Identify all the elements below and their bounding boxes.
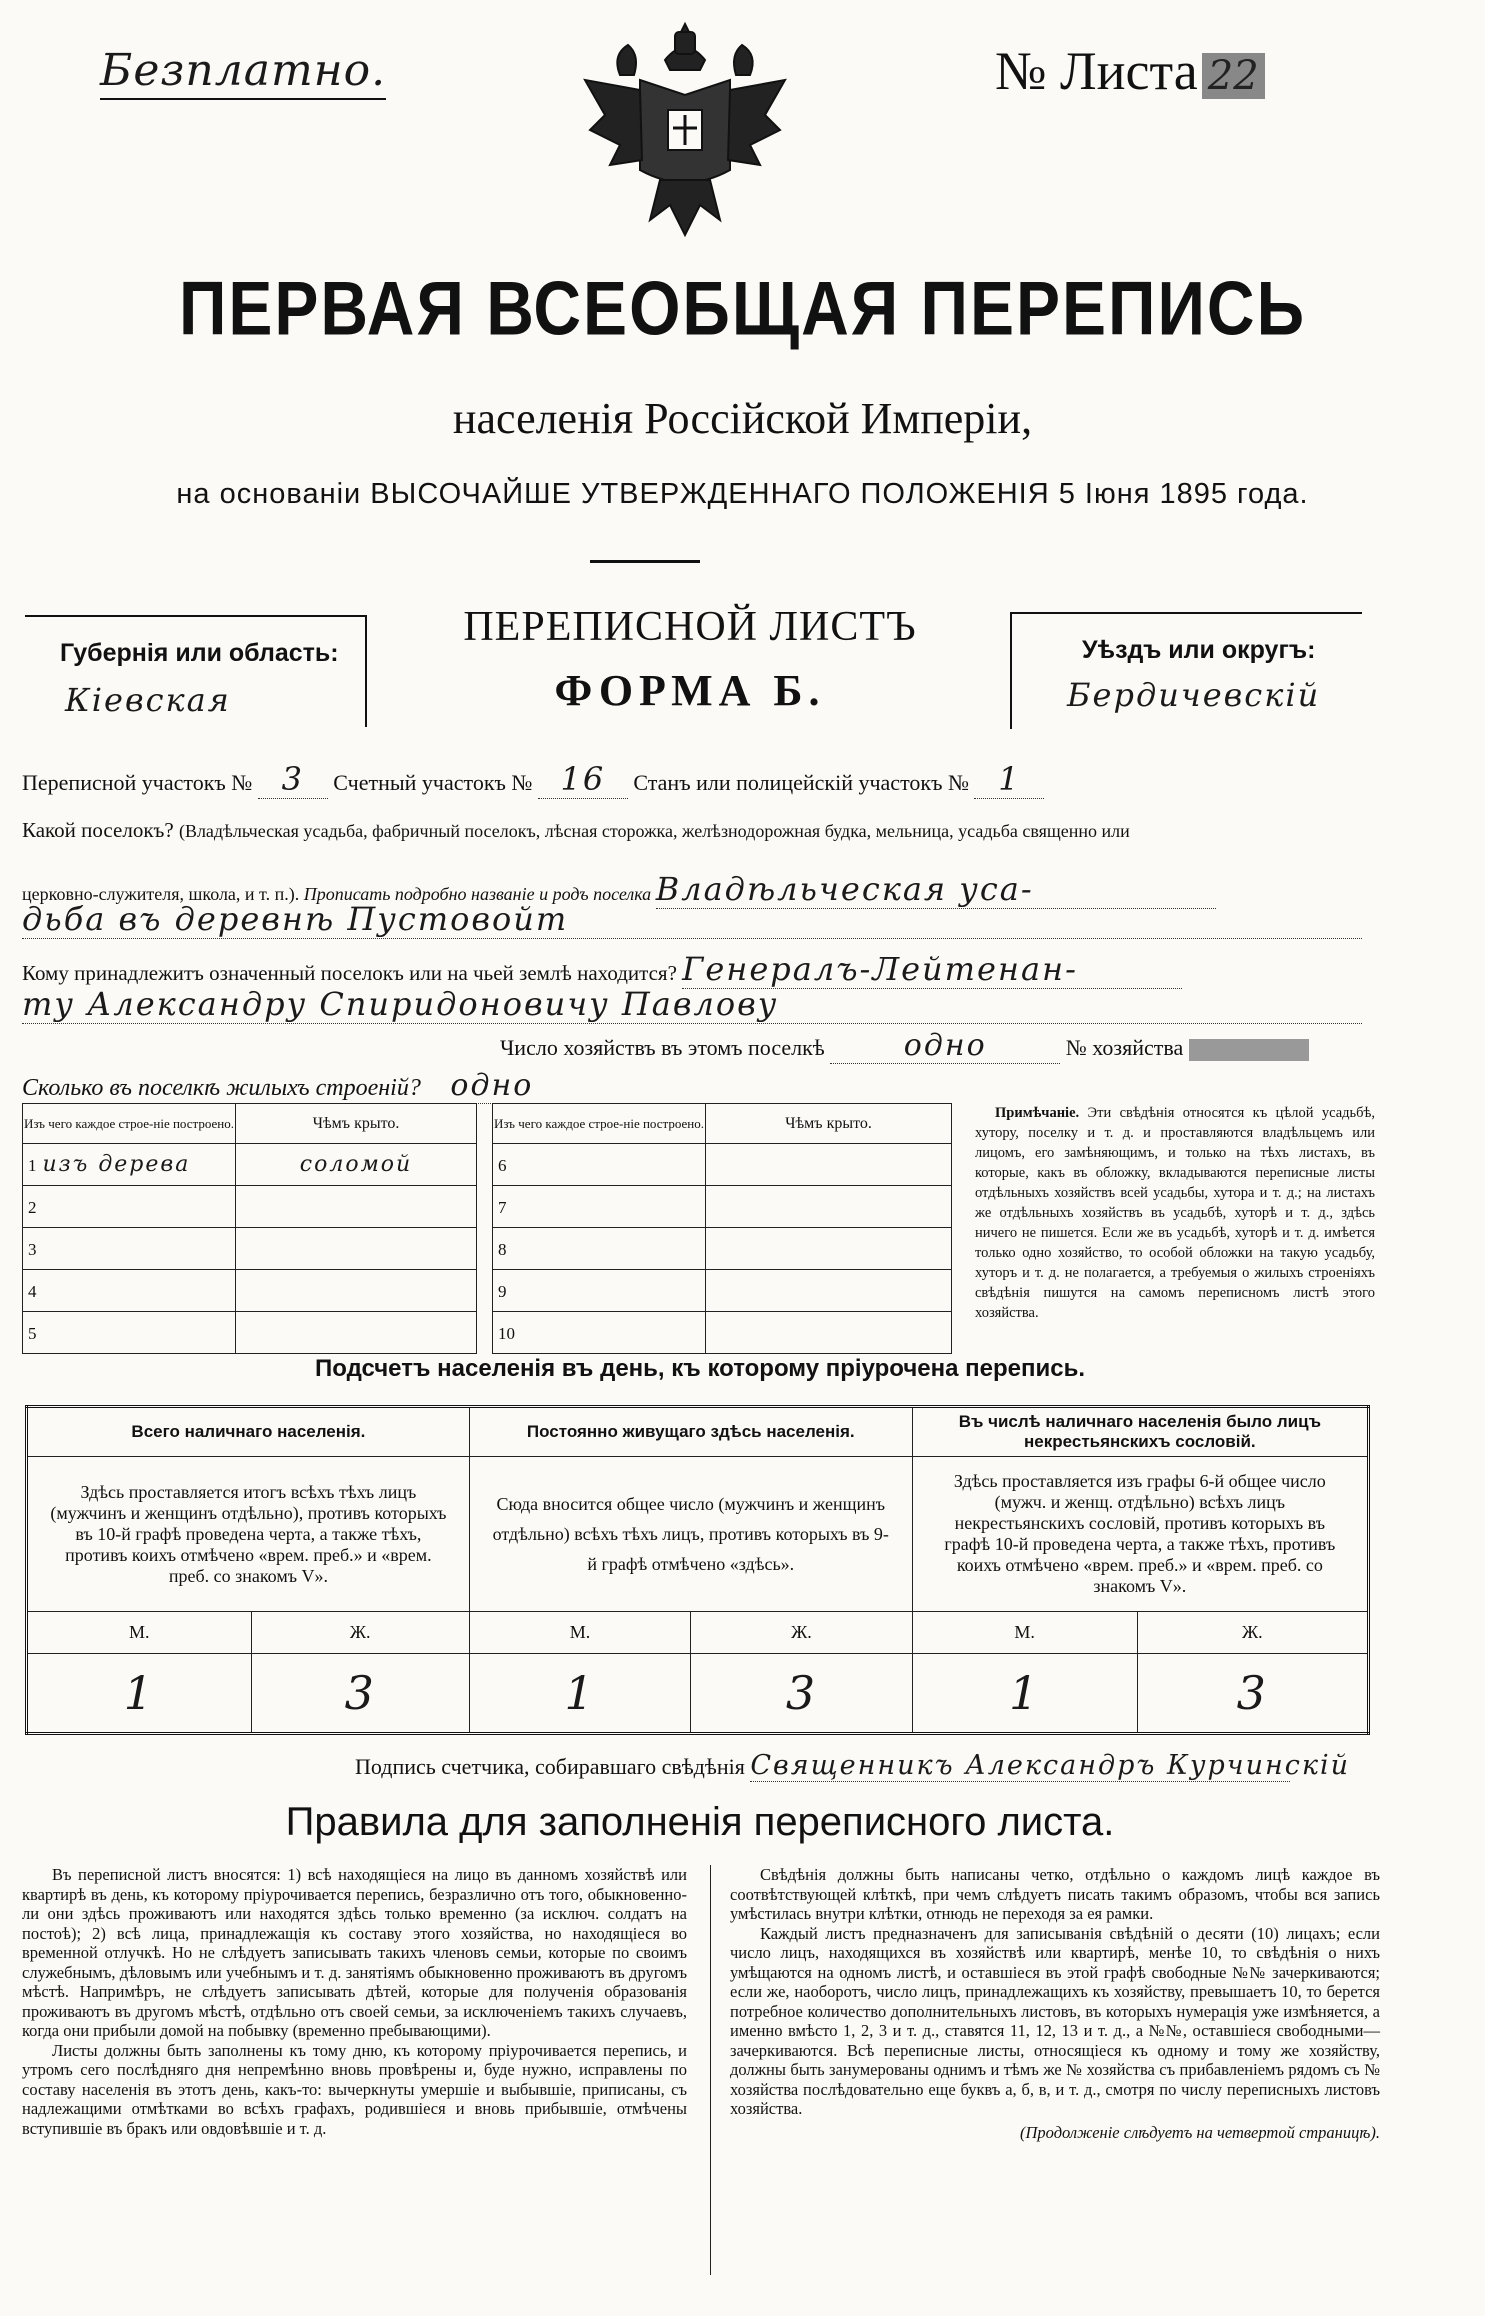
resident-men: 1: [469, 1654, 690, 1734]
table-row: [23, 1312, 477, 1354]
rules-right: [730, 1865, 1380, 2142]
building-material-cell: [493, 1270, 706, 1312]
col-roof: Чѣмъ крыто.: [706, 1104, 952, 1144]
owner-value-1: Генералъ-Лейтенан-: [682, 950, 1182, 989]
province-value: Кіевская: [65, 681, 231, 719]
sheet-number-value: 22: [1202, 53, 1265, 99]
rules-left-p2: Листы должны быть заполнены къ тому дню, къ которому пріурочивается перепись, и утромъ сего послѣдняго дня непремѣнно вновь провѣрены и, буде нужно, исправлены по составу населенія въ этотъ день, какъ-то: вычеркнуты умершіе и выбывшіе, приписаны, съ надлежащими отмѣтками во всѣхъ графахъ, родившіеся и вновь прибывшіе, отмѣчены вступившіе въ бракъ или овдовѣвшіе и т. д.: [22, 2040, 687, 2138]
households-label: Число хозяйствъ въ этомъ поселкѣ: [500, 1035, 825, 1060]
m-label: М.: [27, 1612, 252, 1654]
population-col-nonpeasant: Въ числѣ наличнаго населенія было лицъ некрестьянскихъ сословій.: [912, 1407, 1368, 1457]
nonpeasant-men: 1: [912, 1654, 1137, 1734]
settlement-instruction: Прописать подробно названіе и родъ поселка: [303, 884, 652, 904]
owner-line: [22, 950, 1182, 989]
table-row: [493, 1228, 952, 1270]
table-row: [23, 1144, 477, 1186]
buildings-label: Сколько въ поселкѣ жилыхъ строеній?: [22, 1075, 421, 1101]
building-roof-value: соломой: [236, 1144, 477, 1186]
building-material-cell: [23, 1228, 236, 1270]
settlement-label: Какой поселокъ?: [22, 818, 174, 842]
population-desc-nonpeasant: Здѣсь проставляется изъ графы 6-й общее число (мужч. и женщ. отдѣльно) всѣхъ лицъ некрестьянскихъ сословій, противъ которыхъ въ графѣ 10-й проведена черта, а также тѣхъ, противъ коихъ отмѣчено «врем. преб.» и «врем. преб. со знакомъ V».: [912, 1457, 1368, 1612]
building-material-cell: [23, 1312, 236, 1354]
building-roof-value: [236, 1270, 477, 1312]
rules-right-p2: Каждый листъ предназначенъ для записыванія свѣдѣній о десяти (10) лицахъ; если число лицъ, находящихся въ хозяйствѣ или квартирѣ, менѣе 10, то свѣдѣнія о нихъ умѣщаются на одномъ листѣ, и оставшіеся въ этой графѣ свободные №№ зачеркиваются; если же, наоборотъ, число лицъ, принадлежащихъ къ хозяйству, превышаетъ 10, то берется потребное количество дополнительныхъ листовъ, въ которыхъ нумерація уже измѣняется, а именно вмѣсто 1, 2, 3 и т. д., ставятся 11, 12, 13 и т. д., а №№, оставшіеся свободными—зачеркиваются. Всѣ переписные листы, относящіеся къ одному и тому же хозяйству, должны быть занумерованы однимъ и тѣмъ же № хозяйства съ прибавленіемъ рядомъ съ № хозяйства послѣдовательно еще буквъ а, б, в, и т. д., смотря по числу переписныхъ листовъ хозяйства.: [730, 1923, 1380, 2118]
census-section-label: Переписной участокъ №: [22, 770, 253, 795]
settlement-hint: (Владѣльческая усадьба, фабричный поселокъ, лѣсная сторожка, желѣзнодорожная будка, мельница, усадьба священно или: [178, 821, 1130, 841]
table-row: [23, 1186, 477, 1228]
total-women: 3: [251, 1654, 469, 1734]
rules-divider: [710, 1865, 711, 2275]
rules-left-p1: Въ переписной листъ вносятся: 1) всѣ находящіеся на лицо въ данномъ хозяйствѣ или квартирѣ въ день, къ которому пріурочивается перепись, безразлично отъ того, обыкновенно-ли они здѣсь проживаютъ или находятся здѣсь только временно (за исключ. солдатъ на постоѣ); 2) всѣ лица, принадлежащія къ составу этого хозяйства, но находящіеся во временной отлучкѣ. Но не слѣдуетъ записывать такихъ членовъ семьи, которые по своимъ служебнымъ, дѣловымъ или учебнымъ и т. д. занятіямъ обыкновенно проживаютъ въ другомъ мѣстѣ. Напримѣръ, не слѣдуетъ записывать дѣтей, которые для полученія образованія проживаютъ въ другомъ мѣстѣ, отдѣльно отъ своей семьи, за исключеніемъ такихъ случаевъ, когда они прибыли домой на побывку (временно пребывающими).: [22, 1865, 687, 2040]
district-label: Уѣздъ или округъ:: [1082, 636, 1316, 664]
building-material-cell: [493, 1186, 706, 1228]
counting-section-label: Счетный участокъ №: [333, 770, 533, 795]
col-roof: Чѣмъ крыто.: [236, 1104, 477, 1144]
building-number: 10: [498, 1324, 515, 1343]
building-roof-value: [236, 1228, 477, 1270]
free-label: Безплатно.: [100, 45, 386, 100]
population-desc-total: Здѣсь проставляется итогъ всѣхъ тѣхъ лицъ (мужчинъ и женщинъ отдѣльно), противъ которыхъ въ 10-й графѣ проведена черта, а также тѣхъ, противъ коихъ отмѣчено «врем. преб.» и «врем. преб. со знакомъ V».: [27, 1457, 470, 1612]
sheet-number: [995, 40, 1265, 102]
col-material: Изъ чего каждое строе-ніе построено.: [493, 1104, 706, 1144]
nonpeasant-women: 3: [1137, 1654, 1368, 1734]
rules-continued: (Продолженіе слѣдуетъ на четвертой страницѣ).: [1020, 2122, 1380, 2142]
building-number: 4: [28, 1282, 37, 1301]
building-roof-value: [706, 1186, 952, 1228]
page-title: ПЕРВАЯ ВСЕОБЩАЯ ПЕРЕПИСЬ: [178, 265, 1307, 351]
resident-women: 3: [691, 1654, 912, 1734]
rules-title: Правила для заполненія переписного листа.: [285, 1800, 1115, 1844]
buildings-table-right: [492, 1103, 952, 1354]
settlement-value-1: Владѣльческая уса-: [656, 870, 1216, 909]
sheet-number-label: № Листа: [995, 41, 1198, 101]
note-title: Примѣчаніе.: [995, 1105, 1080, 1121]
building-number: 9: [498, 1282, 507, 1301]
building-roof-value: [706, 1270, 952, 1312]
signature-label: Подпись счетчика, собиравшаго свѣдѣнія: [355, 1754, 745, 1779]
population-desc-resident: Сюда вносится общее число (мужчинъ и женщинъ отдѣльно) всѣхъ тѣхъ лицъ, противъ которыхъ въ 9-й графѣ отмѣчено «здѣсь».: [469, 1457, 912, 1612]
census-section-value: 3: [258, 760, 328, 799]
table-row: [493, 1144, 952, 1186]
building-number: 5: [28, 1324, 37, 1343]
household-no-value: [1189, 1039, 1309, 1061]
page-basis: на основаніи ВЫСОЧАЙШЕ УТВЕРЖДЕННАГО ПОЛОЖЕНІЯ 5 Іюня 1895 года.: [176, 478, 1309, 510]
building-roof-value: [236, 1186, 477, 1228]
table-row: [493, 1270, 952, 1312]
settlement-value-2: дьба въ деревнѣ Пустовойт: [22, 900, 1362, 939]
buildings-value: одно: [427, 1068, 557, 1104]
building-material-cell: [493, 1144, 706, 1186]
census-line-1: [22, 760, 1044, 799]
building-roof-value: [706, 1312, 952, 1354]
rules-right-p1: Свѣдѣнія должны быть написаны четко, отдѣльно о каждомъ лицѣ каждое въ соотвѣтствующей клѣткѣ, при чемъ слѣдуетъ писать такимъ образомъ, чтобы вся запись умѣстилась внутри клѣтки, отнюдь не переходя за ея рамки.: [730, 1865, 1380, 1923]
building-roof-value: [236, 1312, 477, 1354]
building-material-cell: [23, 1144, 236, 1186]
settlement-line-1: [22, 818, 1130, 843]
form-label: ФОРМА Б.: [554, 666, 826, 715]
households-value: одно: [830, 1028, 1060, 1064]
col-material: Изъ чего каждое строе-ніе построено.: [23, 1104, 236, 1144]
building-roof-value: [706, 1228, 952, 1270]
note-block: [975, 1103, 1375, 1323]
rules-left: [22, 1865, 687, 2138]
district-box: [1010, 612, 1362, 729]
table-row: [23, 1270, 477, 1312]
m-label: М.: [912, 1612, 1137, 1654]
table-row: [493, 1312, 952, 1354]
buildings-line: [22, 1068, 557, 1104]
page-subtitle: населенія Россійской Имперіи,: [452, 394, 1033, 443]
households-line: [500, 1028, 1309, 1064]
note-text: Эти свѣдѣнія относятся къ цѣлой усадьбѣ, хутору, поселку и т. д. и проставляются владѣльцемъ или лицомъ, его замѣняющимъ, и только на тѣхъ листахъ, въ которые, какъ въ обложку, вкладываются переписные листы отдѣльныхъ хозяйствъ всей усадьбы, хутора и т. д.; на листахъ же отдѣльныхъ хозяйствъ въ усадьбѣ, хуторѣ и т. д., здѣсь ничего не пишется. Если же въ усадьбѣ, хуторѣ и т. д. имѣется только одно хозяйство, то особой обложки на такую усадьбу, хуторъ и т. д. не полагается, а требуемыя о жилыхъ строеніяхъ свѣдѣнія пишутся на самомъ переписномъ листѣ этого хозяйства.: [975, 1105, 1376, 1321]
building-material-cell: [493, 1312, 706, 1354]
building-material-cell: [23, 1270, 236, 1312]
building-number: 1: [28, 1156, 37, 1175]
table-row: [23, 1228, 477, 1270]
f-label: Ж.: [691, 1612, 912, 1654]
district-value: Бердичевскій: [1067, 676, 1321, 714]
settlement-hint-2: церковно-служителя, школа, и т. п.).: [22, 884, 300, 904]
divider: [590, 560, 700, 563]
population-table: [25, 1405, 1370, 1735]
f-label: Ж.: [1137, 1612, 1368, 1654]
building-number: 8: [498, 1240, 507, 1259]
household-no-label: № хозяйства: [1065, 1035, 1184, 1060]
sheet-type: ПЕРЕПИСНОЙ ЛИСТЪ: [463, 604, 917, 650]
building-material-cell: [23, 1186, 236, 1228]
counting-section-value: 16: [538, 760, 628, 799]
total-men: 1: [27, 1654, 252, 1734]
building-number: 3: [28, 1240, 37, 1259]
table-row: [493, 1186, 952, 1228]
signature-value: Священникъ Александръ Курчинскій: [750, 1750, 1351, 1781]
province-label: Губернія или область:: [60, 639, 339, 667]
population-col-resident: Постоянно живущаго здѣсь населенія.: [469, 1407, 912, 1457]
owner-value-2: ту Александру Спиридоновичу Павлову: [22, 985, 1362, 1024]
police-section-label: Станъ или полицейскій участокъ №: [633, 770, 969, 795]
buildings-table-left: [22, 1103, 477, 1354]
signature-line: [355, 1750, 1351, 1782]
police-section-value: 1: [974, 760, 1044, 799]
owner-label: Кому принадлежитъ означенный поселокъ или на чьей землѣ находится?: [22, 961, 677, 985]
m-label: М.: [469, 1612, 690, 1654]
province-box: [25, 615, 367, 727]
building-number: 6: [498, 1156, 507, 1175]
f-label: Ж.: [251, 1612, 469, 1654]
building-material-value: изъ дерева: [42, 1152, 191, 1177]
building-roof-value: [706, 1144, 952, 1186]
population-col-total: Всего наличнаго населенія.: [27, 1407, 470, 1457]
building-number: 2: [28, 1198, 37, 1217]
population-heading: Подсчетъ населенія въ день, къ которому пріурочена перепись.: [315, 1355, 1085, 1382]
imperial-eagle-emblem: [580, 20, 790, 250]
building-number: 7: [498, 1198, 507, 1217]
building-material-cell: [493, 1228, 706, 1270]
